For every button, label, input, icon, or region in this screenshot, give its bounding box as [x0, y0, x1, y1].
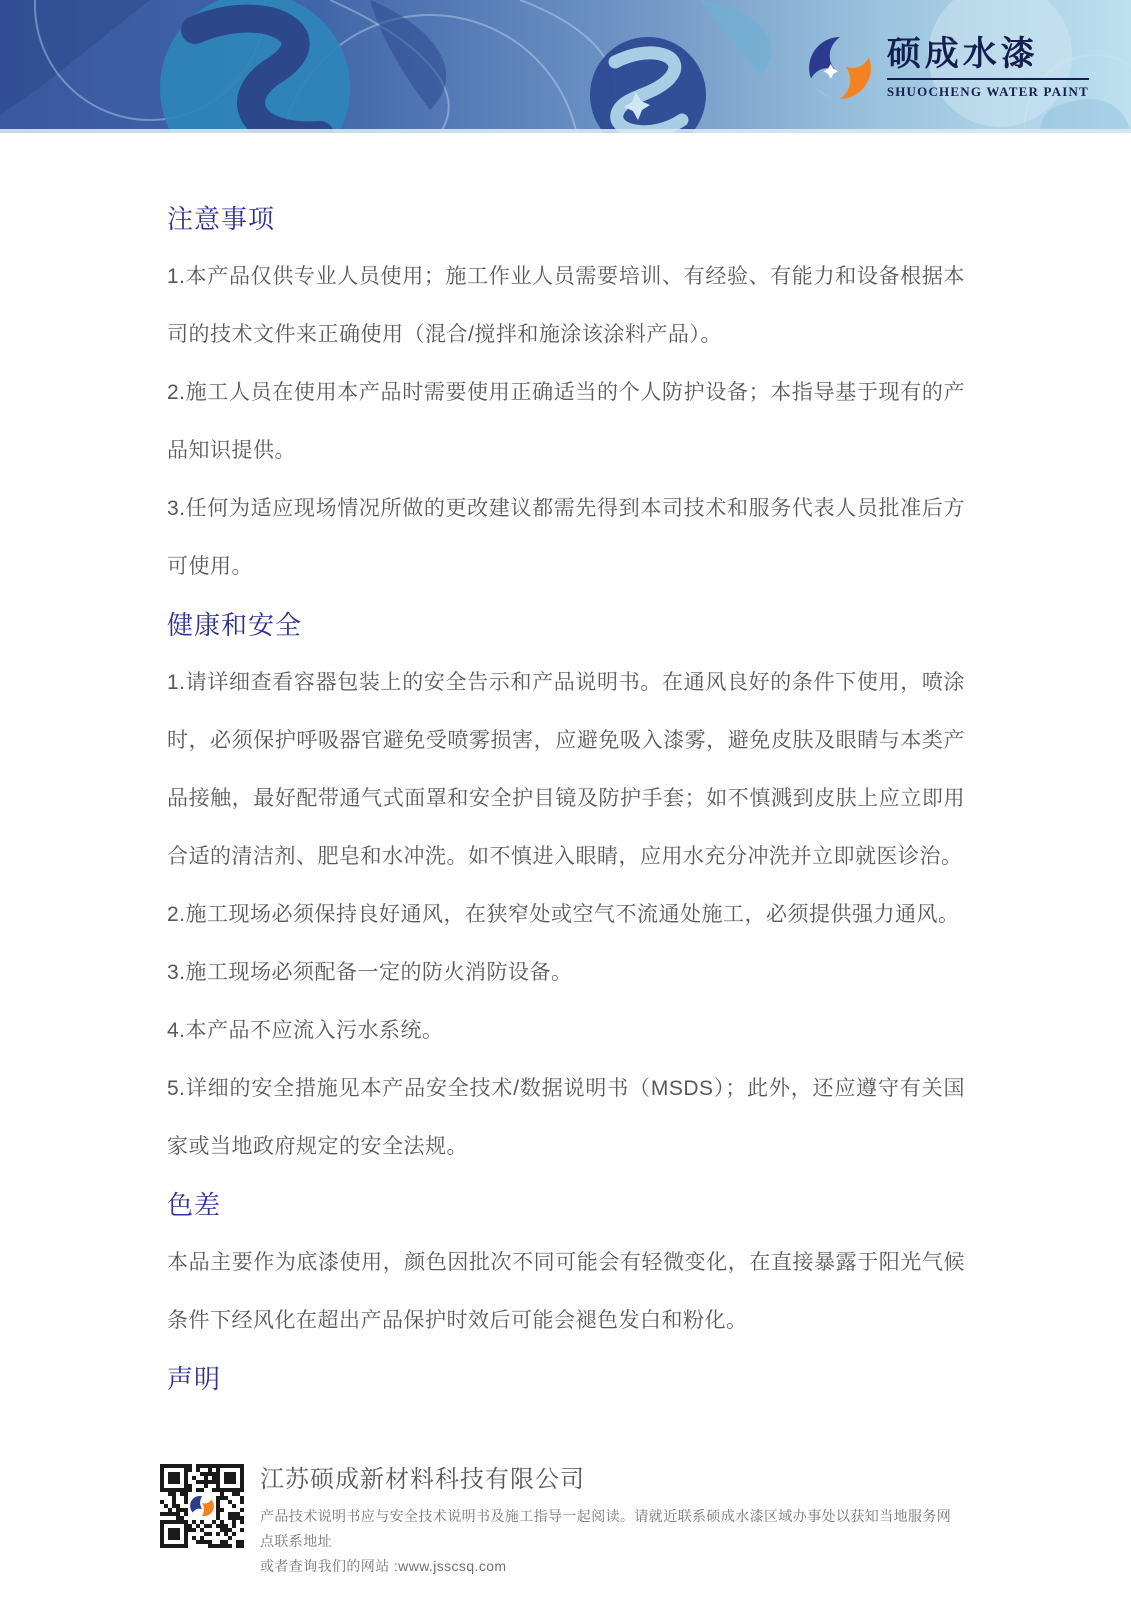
paragraph: 2.施工现场必须保持良好通风，在狭窄处或空气不流通处施工，必须提供强力通风。	[167, 903, 960, 926]
section-heading-color-difference: 色差	[167, 1190, 222, 1220]
paragraph: 4.本产品不应流入污水系统。	[167, 1019, 444, 1042]
document-body	[0, 133, 1131, 1408]
logo-title: 硕成水漆	[887, 36, 1089, 80]
brand-logo	[807, 33, 1089, 103]
section-heading-health-safety: 健康和安全	[167, 610, 303, 640]
paragraph: 本品主要作为底漆使用，颜色因批次不同可能会有轻微变化，在直接暴露于阳光气候条件下经风化在超出产品保护时效后可能会褪色发白和粉化。	[167, 1251, 965, 1332]
footer	[160, 1464, 965, 1579]
paragraph: 5.详细的安全措施见本产品安全技术/数据说明书（MSDS）；此外，还应遵守有关国家或当地政府规定的安全法规。	[167, 1077, 965, 1158]
qr-code	[160, 1464, 244, 1548]
header-banner	[0, 0, 1131, 133]
logo-subtitle: SHUOCHENG WATER PAINT	[886, 84, 1089, 99]
footer-note-line2: 或者查询我们的网站 :www.jsscsq.com	[260, 1558, 507, 1574]
paragraph: 1.本产品仅供专业人员使用；施工作业人员需要培训、有经验、有能力和设备根据本司的技术文件来正确使用（混合/搅拌和施涂该涂料产品）。	[167, 265, 965, 346]
company-name: 江苏硕成新材料科技有限公司	[260, 1466, 585, 1493]
brand-logo-icon	[807, 33, 873, 103]
paragraph: 3.任何为适应现场情况所做的更改建议都需先得到本司技术和服务代表人员批准后方可使用。	[167, 497, 965, 578]
paragraph: 3.施工现场必须配备一定的防火消防设备。	[167, 961, 573, 984]
section-heading-precautions: 注意事项	[167, 204, 276, 234]
section-heading-statement: 声明	[167, 1364, 222, 1394]
paragraph: 1.请详细查看容器包装上的安全告示和产品说明书。在通风良好的条件下使用，喷涂时，必须保护呼吸器官避免受喷雾损害，应避免吸入漆雾，避免皮肤及眼睛与本类产品接触，最好配带通气式面罩和安全护目镜及防护手套；如不慎溅到皮肤上应立即用合适的清洁剂、肥皂和水冲洗。如不慎进入眼睛，应用水充分冲洗并立即就医诊治。	[167, 671, 965, 868]
footer-note-line1: 产品技术说明书应与安全技术说明书及施工指导一起阅读。请就近联系硕成水漆区域办事处以获知当地服务网点联系地址	[260, 1508, 952, 1549]
paragraph: 2.施工人员在使用本产品时需要使用正确适当的个人防护设备；本指导基于现有的产品知识提供。	[167, 381, 965, 462]
